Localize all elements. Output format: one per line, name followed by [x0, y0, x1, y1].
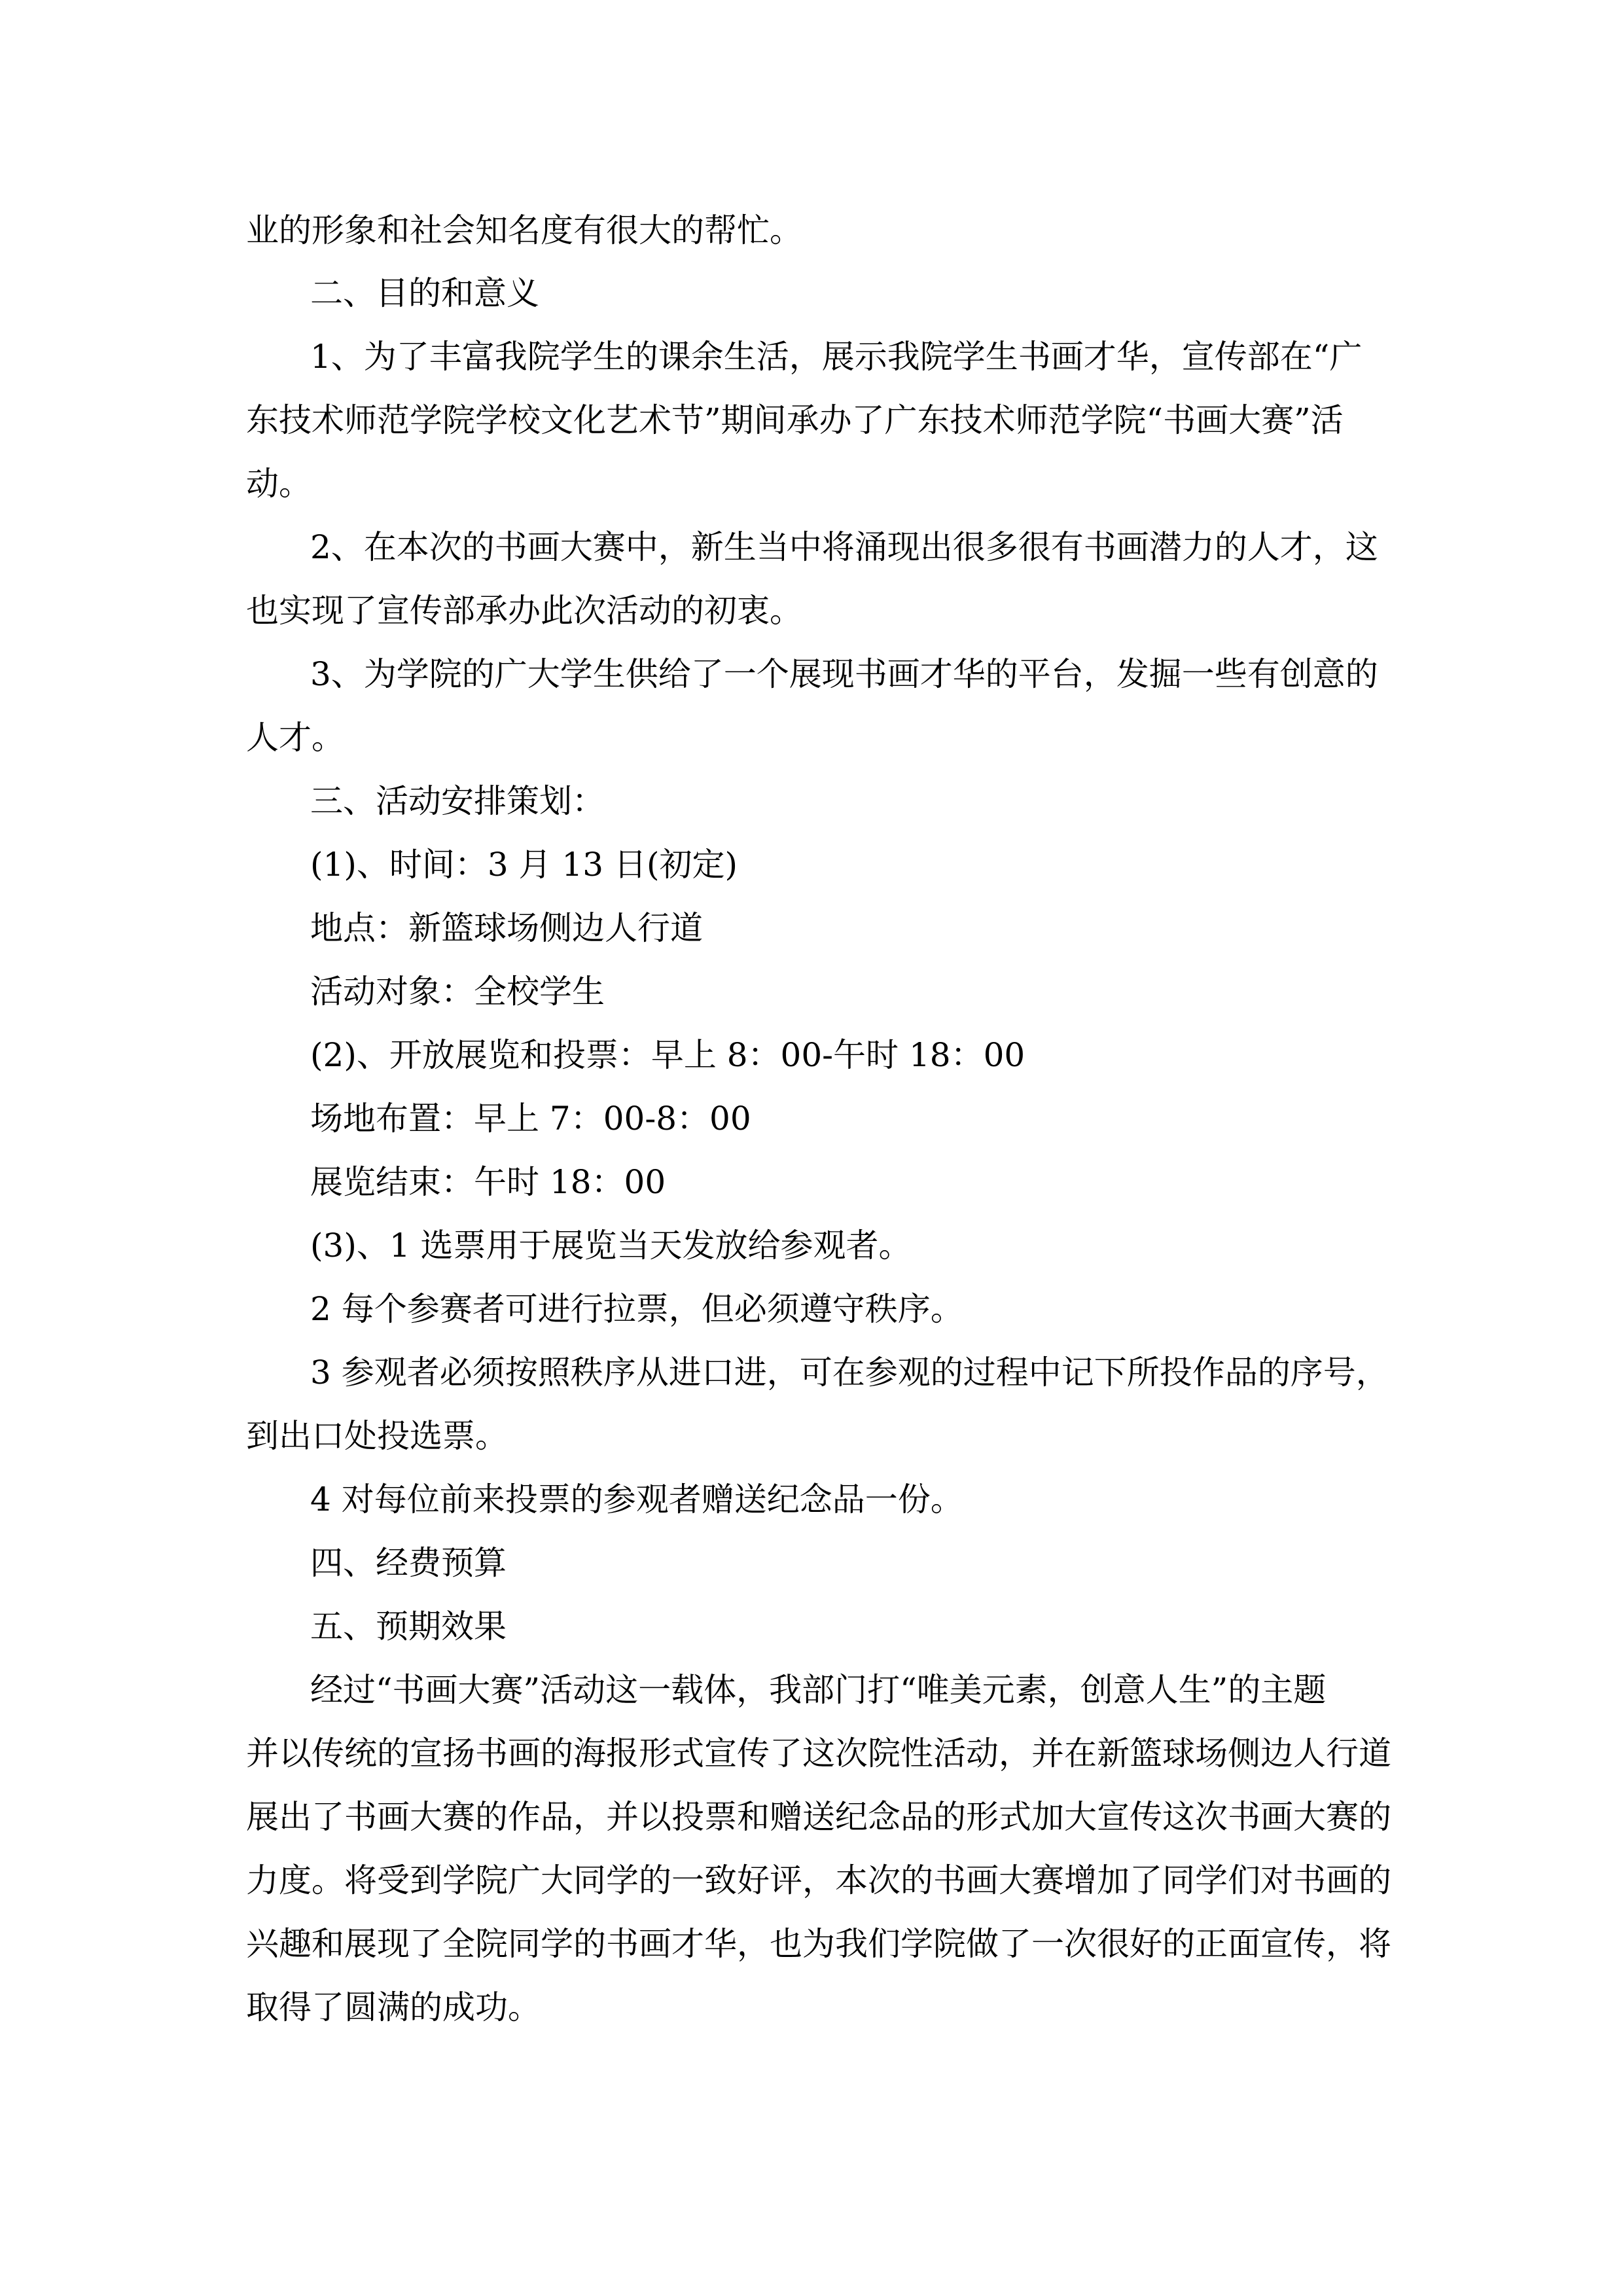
text-line: 经过“书画大赛”活动这一载体，我部门打“唯美元素，创意人生”的主题 — [310, 1671, 1327, 1709]
section-heading: 四、经费预算 — [310, 1544, 507, 1582]
text-line: 2 每个参赛者可进行拉票，但必须遵守秩序。 — [310, 1290, 963, 1328]
text-line: 动。 — [246, 465, 312, 503]
text-line: 到出口处投选票。 — [246, 1417, 508, 1455]
section-heading: 三、活动安排策划： — [310, 782, 605, 820]
section-heading: 五、预期效果 — [310, 1607, 507, 1645]
text-line: 2、在本次的书画大赛中，新生当中将涌现出很多很有书画潜力的人才，这 — [310, 528, 1378, 566]
text-line: 东技术师范学院学校文化艺术节”期间承办了广东技术师范学院“书画大赛”活 — [246, 401, 1344, 439]
text-line: 场地布置：早上 7：00-8：00 — [310, 1100, 751, 1138]
text-line: 4 对每位前来投票的参观者赠送纪念品一份。 — [310, 1480, 963, 1518]
text-line: 人才。 — [246, 719, 344, 757]
text-line: 力度。将受到学院广大同学的一致好评，本次的书画大赛增加了同学们对书画的 — [246, 1861, 1391, 1899]
section-heading: 二、目的和意义 — [310, 274, 539, 312]
text-line: 3、为学院的广大学生供给了一个展现书画才华的平台，发掘一些有创意的 — [310, 655, 1378, 693]
text-line: 活动对象：全校学生 — [310, 973, 605, 1011]
text-line: 业的形象和社会知名度有很大的帮忙。 — [246, 211, 802, 249]
text-line: 也实现了宣传部承办此次活动的初衷。 — [246, 592, 802, 630]
text-line: 展出了书画大赛的作品，并以投票和赠送纪念品的形式加大宣传这次书画大赛的 — [246, 1798, 1391, 1836]
text-line: 地点：新篮球场侧边人行道 — [310, 909, 703, 947]
text-line: 3 参观者必须按照秩序从进口进，可在参观的过程中记下所投作品的序号， — [310, 1354, 1389, 1391]
text-line: (3)、1 选票用于展览当天发放给参观者。 — [310, 1227, 912, 1265]
text-line: (2)、开放展览和投票：早上 8：00-午时 18：00 — [310, 1036, 1026, 1074]
text-line: 1、为了丰富我院学生的课余生活，展示我院学生书画才华，宣传部在“广 — [310, 338, 1363, 376]
text-line: 取得了圆满的成功。 — [246, 1988, 541, 2026]
text-line: (1)、时间：3 月 13 日(初定) — [310, 846, 738, 884]
text-line: 兴趣和展现了全院同学的书画才华，也为我们学院做了一次很好的正面宣传，将 — [246, 1925, 1391, 1963]
text-line: 并以传统的宣扬书画的海报形式宣传了这次院性活动，并在新篮球场侧边人行道 — [246, 1734, 1391, 1772]
text-line: 展览结束：午时 18：00 — [310, 1163, 666, 1201]
